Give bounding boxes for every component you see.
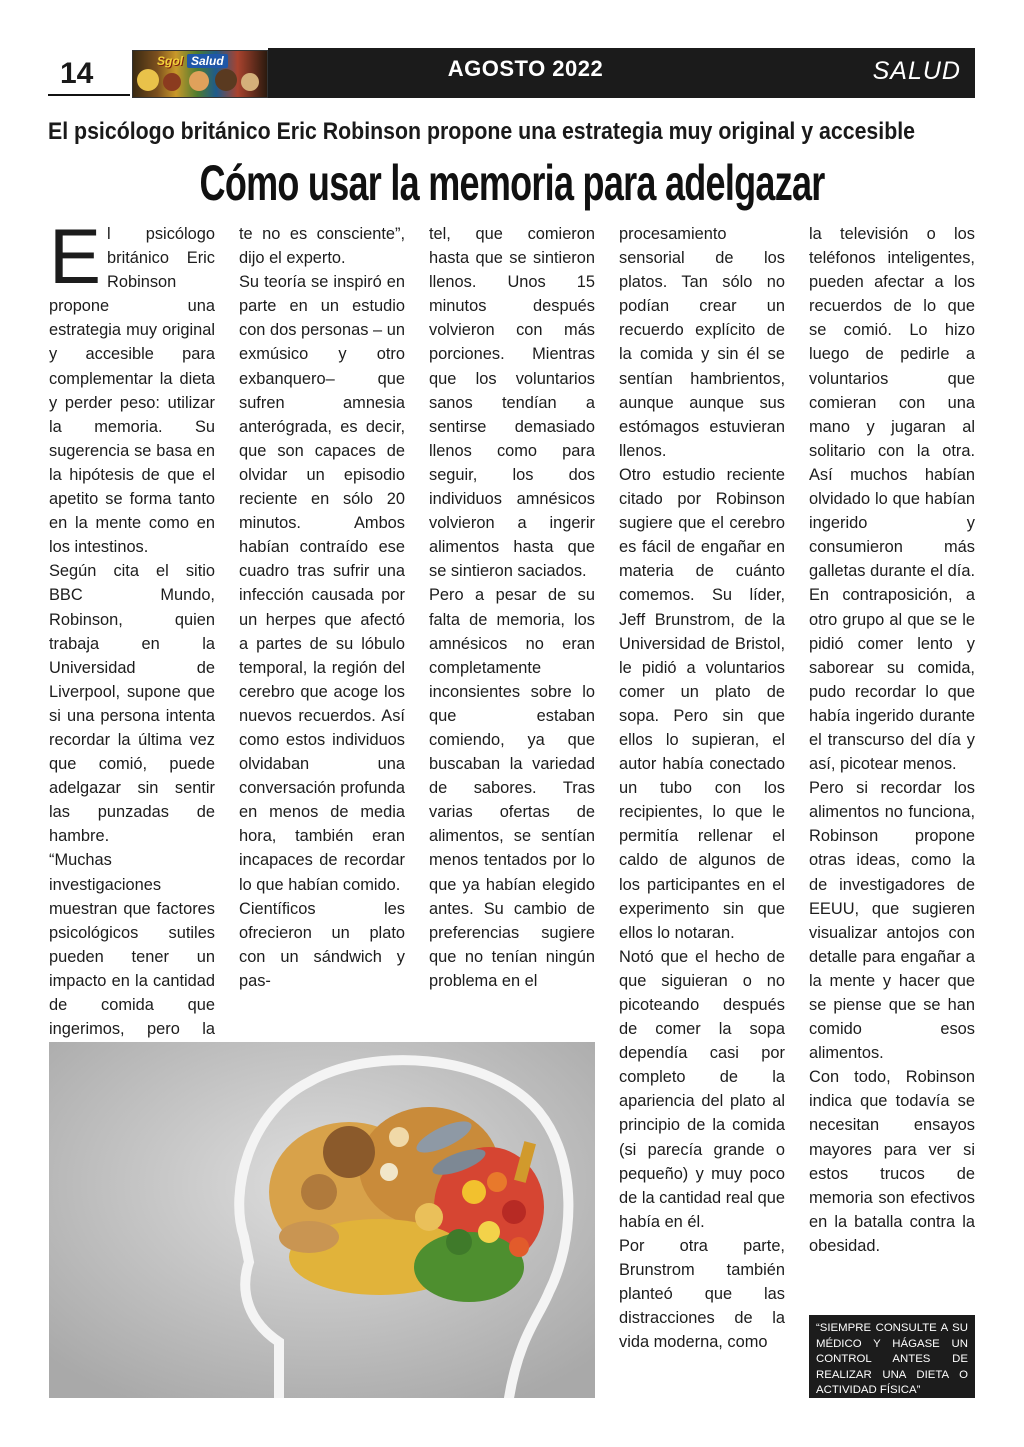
publication-logo — [132, 50, 268, 98]
page-header — [48, 48, 975, 98]
issue-date: AGOSTO 2022 — [447, 56, 604, 81]
paragraph: procesamiento sensorial de los platos. Tan sólo no podían crear un recuerdo explícito de la comida y sin él se sentían hambrientos, aunque aunque sus estómagos estuvieran llenos. — [619, 225, 785, 460]
paragraph: Notó que el hecho de que siguieran o no picoteando después de comer la sopa dependía casi por completo de la apariencia del plato al principio de la comida (si parecía grande o pequeño) y muy poco de la cantidad real que había en él. — [619, 947, 785, 1231]
article-title: Cómo usar la memoria para adelgazar — [199, 155, 825, 211]
paragraph: tel, que comieron hasta que se sintieron llenos. Unos 15 minutos después volvieron con más porciones. Mientras que los voluntarios sanos tendían a sentirse demasiado llenos como para seguir, los dos individuos amnésicos volvieron a ingerir alimentos hasta que se sintieron saciados. — [429, 225, 595, 581]
article-column-3 — [429, 222, 595, 993]
paragraph: “Muchas investigaciones muestran que factores psicológicos sutiles pueden tener un impacto en la cantidad de comida que ingerimos, pero la — [49, 851, 215, 1039]
article-column-5 — [809, 222, 975, 1258]
paragraph: Su teoría se inspiró en parte en un estudio con dos personas – un exmúsico y otro exbanquero– que sufren amnesia anterógrada, es decir, que son capaces de olvidar un episodio reciente en sólo 20 minutos. Ambos habían contraído ese cuadro tras sufrir una infección causada por un herpes que afectó a partes de su lóbulo temporal, la región del cerebro que acoge los nuevos recuerdos. Así como estos individuos olvidaban una conversación profunda en menos de media hora, también eran incapaces de recordar lo que habían comido. — [239, 273, 405, 894]
logo-text: Sgol Salud — [157, 53, 228, 69]
article-column-2 — [239, 222, 405, 993]
drop-cap: E — [49, 212, 102, 300]
article-column-4 — [619, 222, 785, 1354]
paragraph: Con todo, Robinson indica que todavía se necesitan ensayos mayores para ver si estos trucos de memoria son efectivos en la batalla contra la obesidad. — [809, 1068, 975, 1255]
paragraph: Científicos les ofrecieron un plato con un sándwich y pas- — [239, 899, 405, 990]
article-column-1: El psicólogo británico Eric Robinson propone una estrategia muy original y accesible para complementar la dieta y perder peso: utilizar la memoria. Su sugerencia se basa en la hipótesis de que el apetito se forma tanto en la mente como en los intestinos. Según cita el sitio BBC Mundo, Robinson, quien trabaja en la Universidad de Liverpool, supone que si una persona intenta recordar la última vez que comió, puede adelgazar sin sentir las punzadas de hambre. “Muchas investigaciones muestran que factores psicológicos sutiles pueden tener un impacto en la cantidad de comida que ingerimos, pero la — [49, 222, 215, 1065]
section-name: SALUD — [872, 57, 961, 85]
page-number: 14 — [48, 48, 130, 96]
paragraph: te no es consciente”, dijo el experto. — [239, 225, 405, 268]
paragraph: la televisión o los teléfonos inteligentes, pueden afectar a los recuerdos de lo que se comió. Lo hizo luego de pedirle a voluntarios que comieran con una mano y jugaran al solitario con la otra. Así muchos habían olvidado lo que habían ingerido y consumieron más galletas durante el día. En contraposición, a otro grupo al que se le pidió comer lento y saborear su comida, pudo recordar lo que había ingerido durante el transcurso del día y así, picotear menos. — [809, 225, 975, 774]
article-subtitle: El psicólogo británico Eric Robinson propone una estrategia muy original y accesible — [48, 118, 915, 145]
brain-food-icon — [49, 1042, 595, 1398]
paragraph: Según cita el sitio BBC Mundo, Robinson, quien trabaja en la Universidad de Liverpool, supone que si una persona intenta recordar la última vez que comió, puede adelgazar sin sentir las punzadas de hambre. — [49, 562, 215, 846]
paragraph: Pero a pesar de su falta de memoria, los amnésicos no eran completamente inconsientes sobre lo que estaban comiendo, ya que buscaban la variedad de sabores. Tras varias ofertas de alimentos, se sentían menos tentados por lo que ya habían elegido antes. Su cambio de preferencias sugiere que no tenían ningún problema en el — [429, 586, 595, 990]
brain-food-illustration — [49, 1042, 595, 1398]
paragraph: Pero si recordar los alimentos no funciona, Robinson propone otras ideas, como la de investigadores de EEUU, que sugieren visualizar antojos con detalle para engañar a la mente y hacer que se piense que se han comido esos alimentos. — [809, 779, 975, 1063]
header-bar — [268, 48, 975, 98]
paragraph: Por otra parte, Brunstrom también planteó que las distracciones de la vida moderna, como — [619, 1236, 785, 1352]
health-disclaimer: “SIEMPRE CONSULTE A SU MÉDICO Y HÁGASE UN CONTROL ANTES DE REALIZAR UNA DIETA O ACTIVIDAD FÍSICA” — [809, 1315, 975, 1398]
paragraph: Otro estudio reciente citado por Robinson sugiere que el cerebro es fácil de engañar en materia de cuánto comemos. Su líder, Jeff Brunstrom, de la Universidad de Bristol, le pidió a voluntarios comer un plato de sopa. Pero sin que ellos lo supieran, el autor había conectado un tubo con los recipientes, lo que le permitía rellenar el caldo de algunos de los participantes en el experimento sin que ellos lo notaran. — [619, 465, 785, 942]
